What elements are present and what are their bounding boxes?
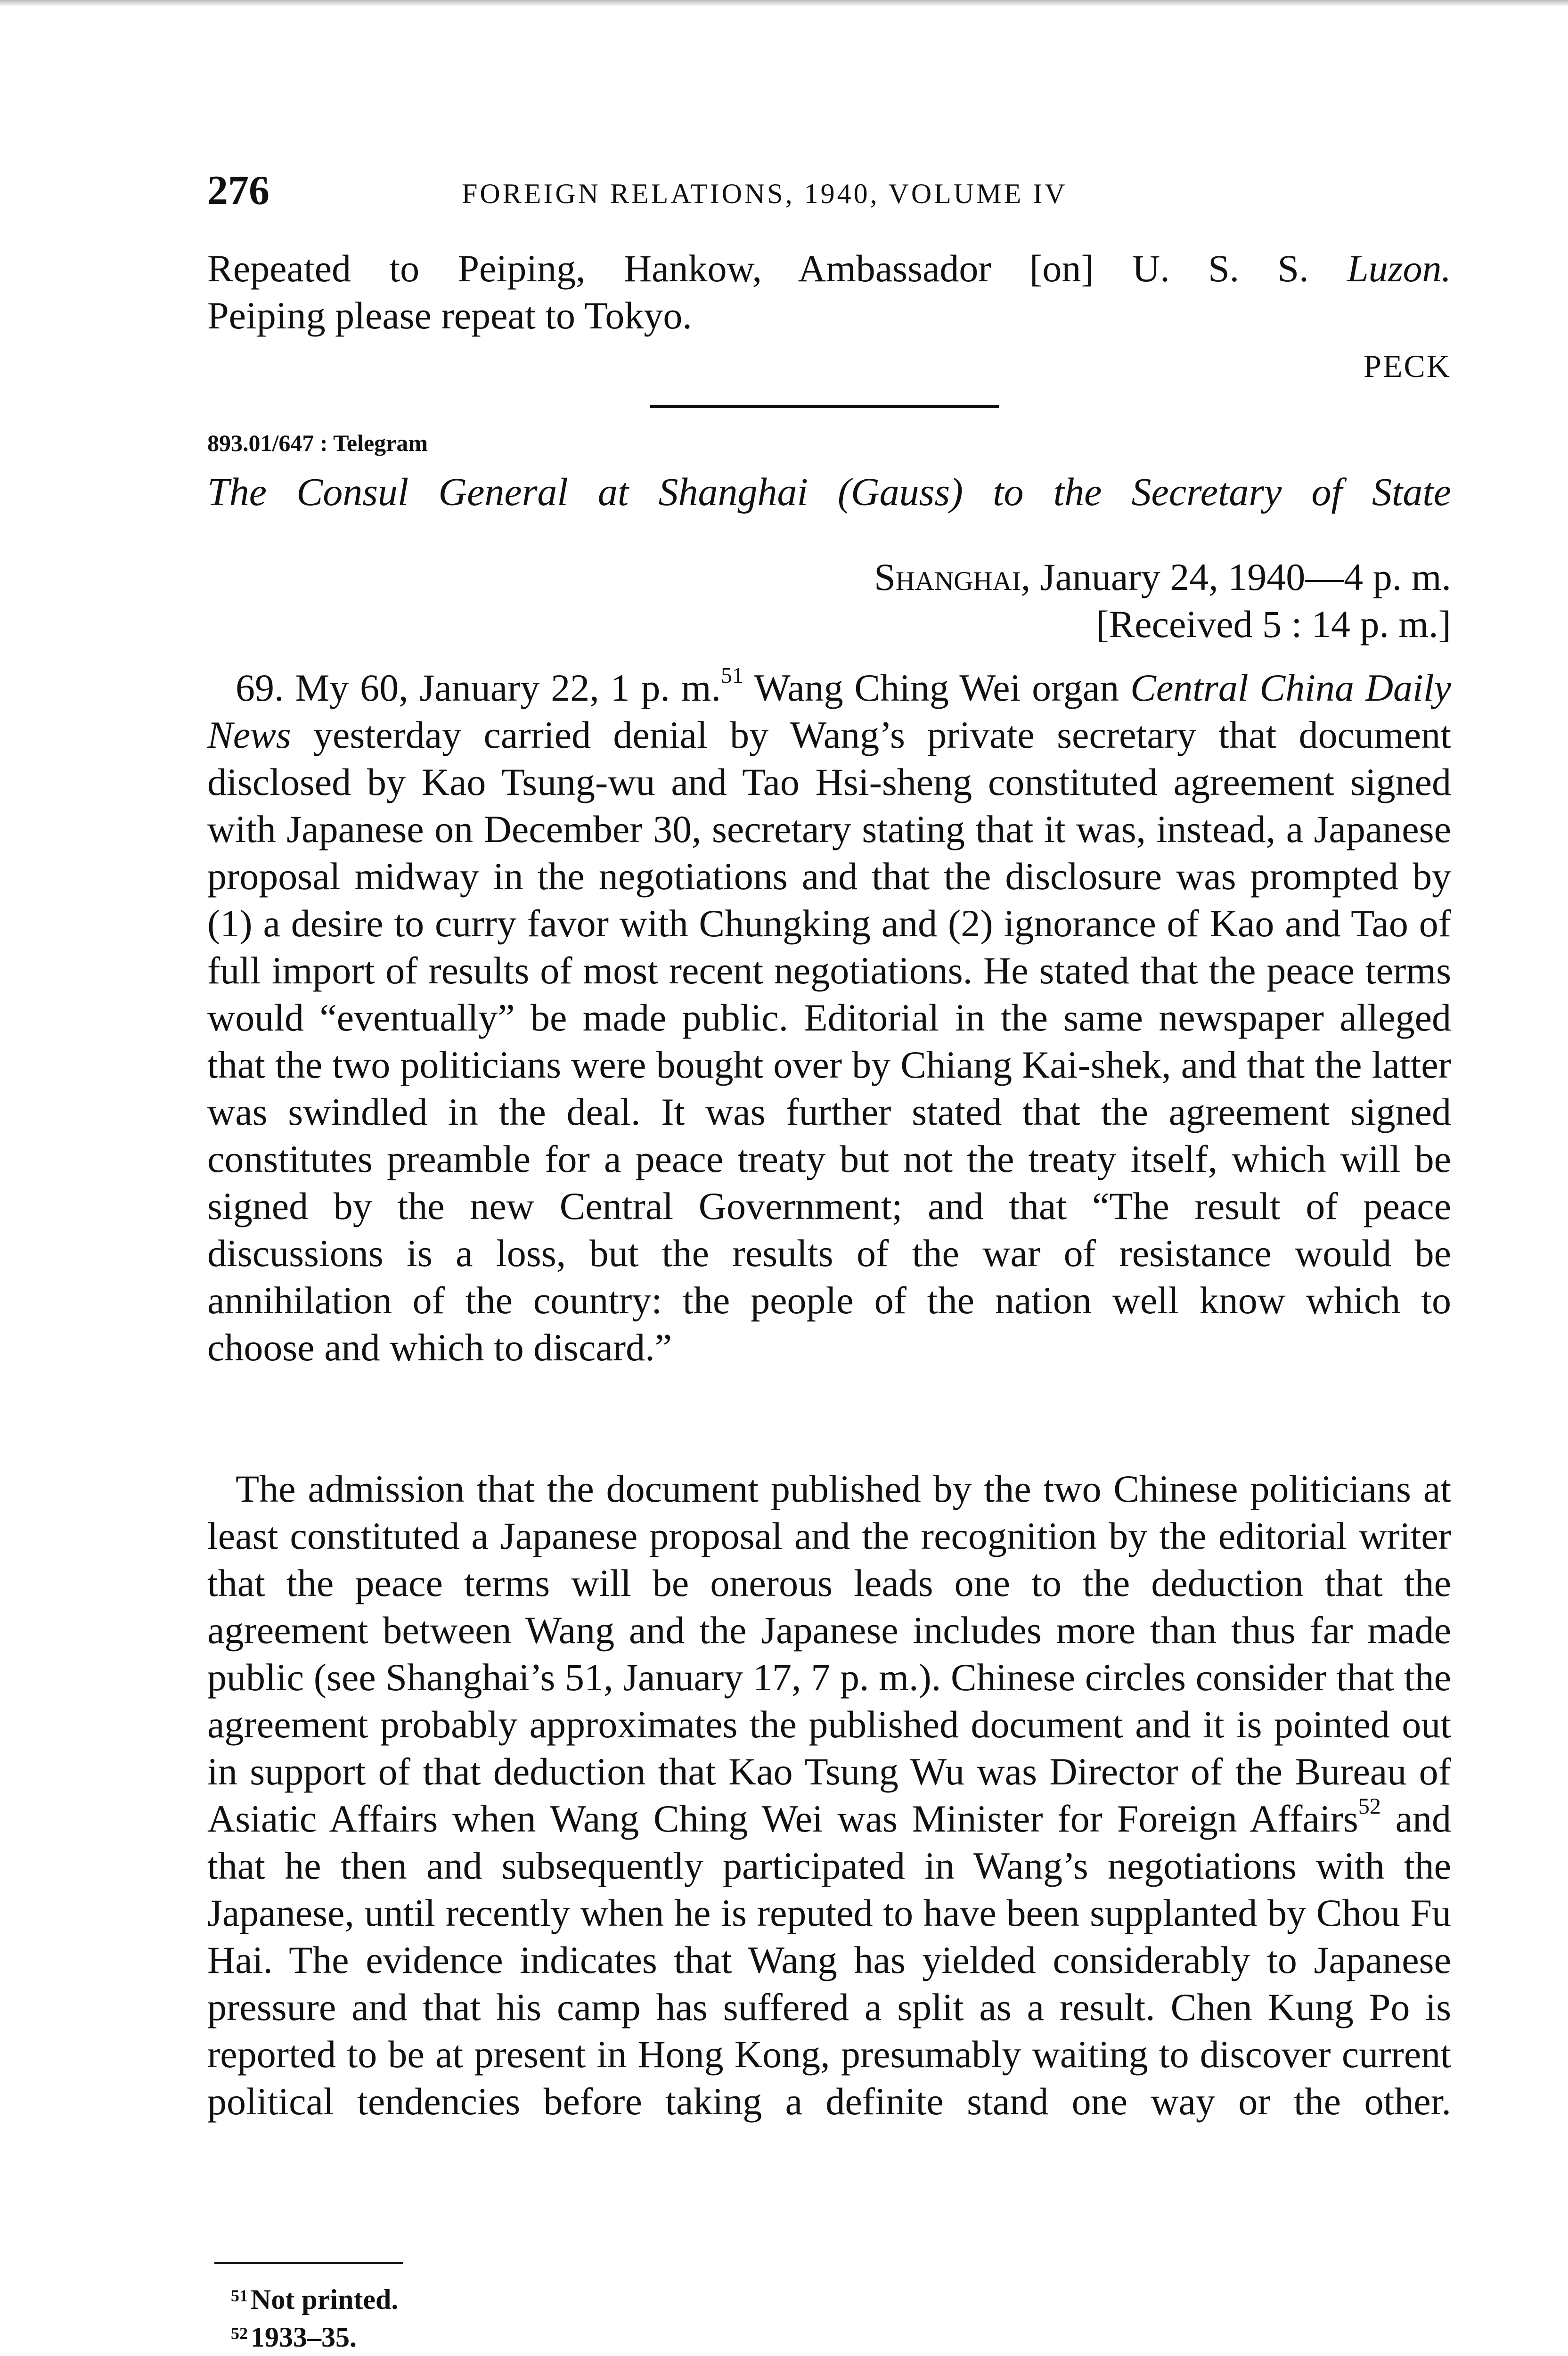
prior-message-text — [207, 245, 1451, 339]
footnote-text-52: 1933–35. — [251, 2322, 357, 2353]
page-number: 276 — [207, 168, 270, 213]
paragraph-2 — [207, 1465, 1451, 2125]
dateline-place: Shanghai — [874, 556, 1021, 598]
dateline-date-time: , January 24, 1940—4 p. m. — [1021, 556, 1451, 598]
footnote-ref-52: 52 — [1358, 1793, 1381, 1819]
paragraph-1-after-ref: Wang Ching Wei organ — [743, 666, 1131, 709]
paragraph-2-before-ref: The admission that the document published by the two Chinese politicians at least constituted a Japanese proposal and the recognition by the editorial writer that the peace terms will be onerous leads one to the deduction that the agreement between Wang and the Japanese includes more than thus far made public (see Shanghai’s 51, January 17, 7 p. m.). Chinese circles consider that the agreement probably approximates the published document and it is pointed out in support of that deduction that Kao Tsung Wu was Director of the Bureau of Asiatic Affairs when Wang Ching Wei was Minister for Foreign Affairs — [207, 1467, 1451, 1840]
running-head: FOREIGN RELATIONS, 1940, VOLUME IV — [462, 178, 1068, 209]
footnote-marker-52: 52 — [231, 2324, 248, 2343]
signature-peck: PECK — [1364, 348, 1451, 384]
footnote-divider — [214, 2262, 403, 2264]
footnote-text-51: Not printed. — [251, 2284, 399, 2315]
paragraph-2-after-ref: and that he then and subsequently participated in Wang’s negotiations with the Japanese, until recently when he is reputed to have been supplanted by Chou Fu Hai. The evidence indicates that Wang has yielded considerably to Japanese pressure and that his camp has suffered a split as a result. Chen Kung Po is reported to be at present in Hong Kong, presumably waiting to discover current political tendencies before taking a definite stand one way or the other. — [207, 1797, 1451, 2123]
paragraph-1-rest: yesterday carried denial by Wang’s private secretary that document disclosed by Kao Tsung-wu and Tao Hsi-sheng constituted agreement signed with Japanese on December 30, secretary stating that it was, instead, a Japanese proposal midway in the negotiations and that the disclosure was prompted by (1) a desire to curry favor with Chungking and (2) ignorance of Kao and Tao of full import of results of most recent negotiations. He stated that the peace terms would “eventually” be made public. Editorial in the same newspaper alleged that the two politicians were bought over by Chiang Kai-shek, and that the latter was swindled in the deal. It was further stated that the agreement signed constitutes preamble for a peace treaty but not the treaty itself, which will be signed by the new Central Government; and that “The result of peace discussions is a loss, but the results of the war of resistance would be annihilation of the country: the people of the nation well know which to — [207, 713, 1451, 1322]
prior-message-line-1 — [207, 245, 1451, 292]
footnote-51 — [231, 2281, 398, 2318]
prior-message-line-2: Peiping please repeat to Tokyo. — [207, 294, 692, 337]
footnote-52 — [231, 2318, 398, 2356]
footnotes — [231, 2281, 398, 2356]
dateline — [207, 554, 1451, 648]
page-header — [207, 165, 1451, 221]
dateline-line-1 — [207, 554, 1451, 601]
paragraph-1-body — [207, 664, 1451, 1324]
file-reference: 893.01/647 : Telegram — [207, 430, 428, 456]
scan-top-edge — [0, 0, 1568, 7]
ship-name: Luzon. — [1347, 247, 1451, 290]
paragraph-1-lead: 69. My 60, January 22, 1 p. m. — [236, 666, 721, 709]
paragraph-1-last-line: choose and which to discard.” — [207, 1326, 672, 1369]
footnote-marker-51: 51 — [231, 2286, 248, 2305]
section-divider — [650, 405, 999, 408]
paragraph-1 — [207, 664, 1451, 1371]
document-title: The Consul General at Shanghai (Gauss) to the Secretary of State — [207, 470, 1451, 514]
paragraph-2-body — [207, 1465, 1451, 2125]
footnote-ref-51: 51 — [721, 663, 744, 688]
newspaper-name: Central China Daily News — [207, 666, 1452, 756]
prior-message-line-1-prefix: Repeated to Peiping, Hankow, Ambassador [on] U. S. S. — [207, 247, 1347, 290]
received-line: [Received 5 : 14 p. m.] — [1096, 603, 1451, 646]
